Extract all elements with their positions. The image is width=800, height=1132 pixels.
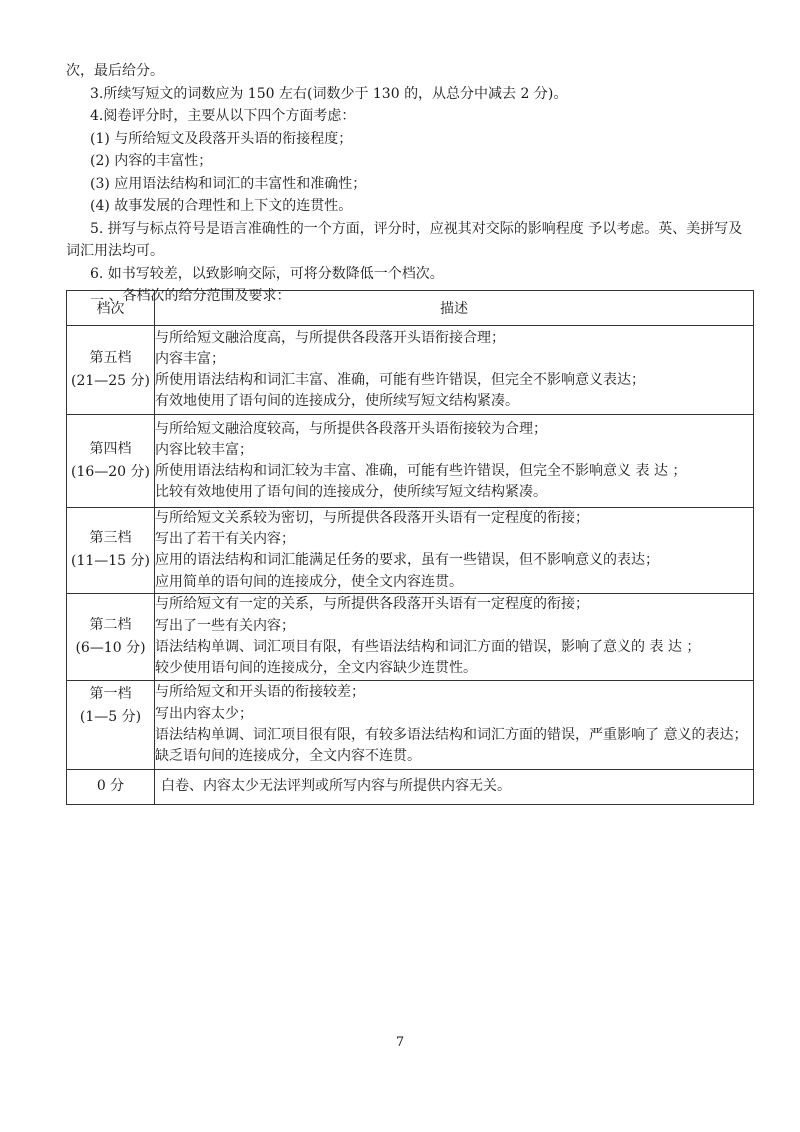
description-line: 与所给短文融洽度高，与所提供各段落开头语衔接合理；: [155, 329, 505, 346]
description-line: 语法结构单调、词汇项目有限，有些语法结构和词汇方面的错误，影响了意义的 表 达 ；: [155, 638, 701, 655]
description-line: 应用的语法结构和词汇能满足任务的要求，虽有一些错误，但不影响意义的表达；: [155, 552, 659, 569]
level-cell: [67, 508, 155, 594]
header-description: 描述: [155, 291, 754, 326]
description-line: 所使用语法结构和词汇丰富、准确，可能有些许错误，但完全不影响意义表达；: [155, 372, 645, 388]
description-line: 语法结构单调、词汇项目很有限，有较多语法结构和词汇方面的错误，严重影响了 意义的表达；: [155, 726, 748, 743]
description-cell: [155, 593, 754, 680]
note-line: 3.所续写短文的词数应为 150 左右(词数少于 130 的，从总分中减去 2 分)。: [90, 85, 568, 102]
note-line: 5. 拼写与标点符号是语言准确性的一个方面，评分时，应视其对交际的影响程度 予以考虑。英、美拼写及词汇用法均可。: [66, 220, 743, 259]
table-row: [67, 508, 754, 594]
note-line: (3) 应用语法结构和词汇的丰富性和准确性；: [90, 175, 367, 192]
table-row: [67, 415, 754, 508]
description-line: 应用简单的语句间的连接成分，使全文内容连贯。: [155, 573, 463, 590]
description-cell: [155, 680, 754, 769]
grading-table: [66, 290, 754, 805]
description-line: 比较有效地使用了语句间的连接成分，使所续写短文结构紧凑。: [155, 484, 547, 501]
description-line: 写出内容太少；: [155, 705, 253, 722]
page-number: 7: [395, 1035, 405, 1050]
description-line: 写出了一些有关内容；: [155, 617, 295, 634]
header-level: 档次: [67, 291, 155, 326]
level-range: (11—15 分): [70, 553, 150, 570]
level-cell: [67, 415, 155, 508]
description-line: 内容丰富；: [155, 350, 225, 367]
description-line: 内容比较丰富；: [155, 441, 253, 458]
description-cell: [155, 326, 754, 415]
table-header-row: [67, 291, 754, 326]
level-cell: [67, 680, 155, 769]
table-row: [67, 680, 754, 769]
level-cell: [67, 326, 155, 415]
section-heading: 二 、各档次的给分范围及要求：: [90, 288, 291, 304]
description-cell: [155, 415, 754, 508]
description-line: 有效地使用了语句间的连接成分，使所续写短文结构紧凑。: [155, 393, 519, 410]
note-line: (1) 与所给短文及段落开头语的衔接程度；: [90, 130, 353, 147]
description-line: 与所给短文关系较为密切，与所提供各段落开头语有一定程度的衔接；: [155, 510, 589, 526]
description-line: 所使用语法结构和词汇较为丰富、准确，可能有些许错误，但完全不影响意义 表 达 ；: [155, 463, 687, 479]
note-line: 次，最后给分。: [66, 63, 164, 79]
level-range: (6—10 分): [75, 639, 146, 656]
note-line: (2) 内容的丰富性；: [90, 153, 213, 169]
description-line: 较少使用语句间的连接成分，全文内容缺少连贯性。: [155, 660, 477, 677]
level-range: (16—20 分): [70, 464, 150, 480]
description-line: 与所给短文和开头语的衔接较差；: [155, 684, 365, 701]
level-name: 0 分: [96, 778, 125, 795]
level-range: (1—5 分): [79, 708, 142, 725]
level-cell: [67, 593, 155, 680]
level-range: (21—25 分): [70, 373, 150, 389]
table-row: [67, 769, 754, 804]
level-name: 第三档: [89, 530, 132, 547]
note-line: 4.阅卷评分时，主要从以下四个方面考虑：: [90, 108, 356, 124]
note-line: (4) 故事发展的合理性和上下文的连贯性。: [90, 198, 353, 214]
description-cell: [155, 508, 754, 594]
note-line: 6. 如书写较差，以致影响交际，可将分数降低一个档次。: [90, 265, 444, 282]
description-line: 缺乏语句间的连接成分，全文内容不连贯。: [155, 748, 421, 765]
description-cell: [155, 769, 754, 804]
level-name: 第一档: [89, 685, 132, 702]
description-line: 与所给短文有一定的关系，与所提供各段落开头语有一定程度的衔接；: [155, 596, 589, 613]
description-line: 与所给短文融洽度较高，与所提供各段落开头语衔接较为合理；: [155, 420, 547, 437]
table-row: [67, 593, 754, 680]
scoring-notes: [66, 60, 756, 308]
table-row: [67, 326, 754, 415]
description-line: 白卷、内容太少无法评判或所写内容与所提供内容无关。: [161, 778, 511, 795]
level-name: 第五档: [89, 350, 132, 366]
level-cell: [67, 769, 155, 804]
description-line: 写出了若干有关内容；: [155, 531, 295, 548]
level-name: 第二档: [89, 616, 132, 633]
level-name: 第四档: [89, 441, 132, 457]
